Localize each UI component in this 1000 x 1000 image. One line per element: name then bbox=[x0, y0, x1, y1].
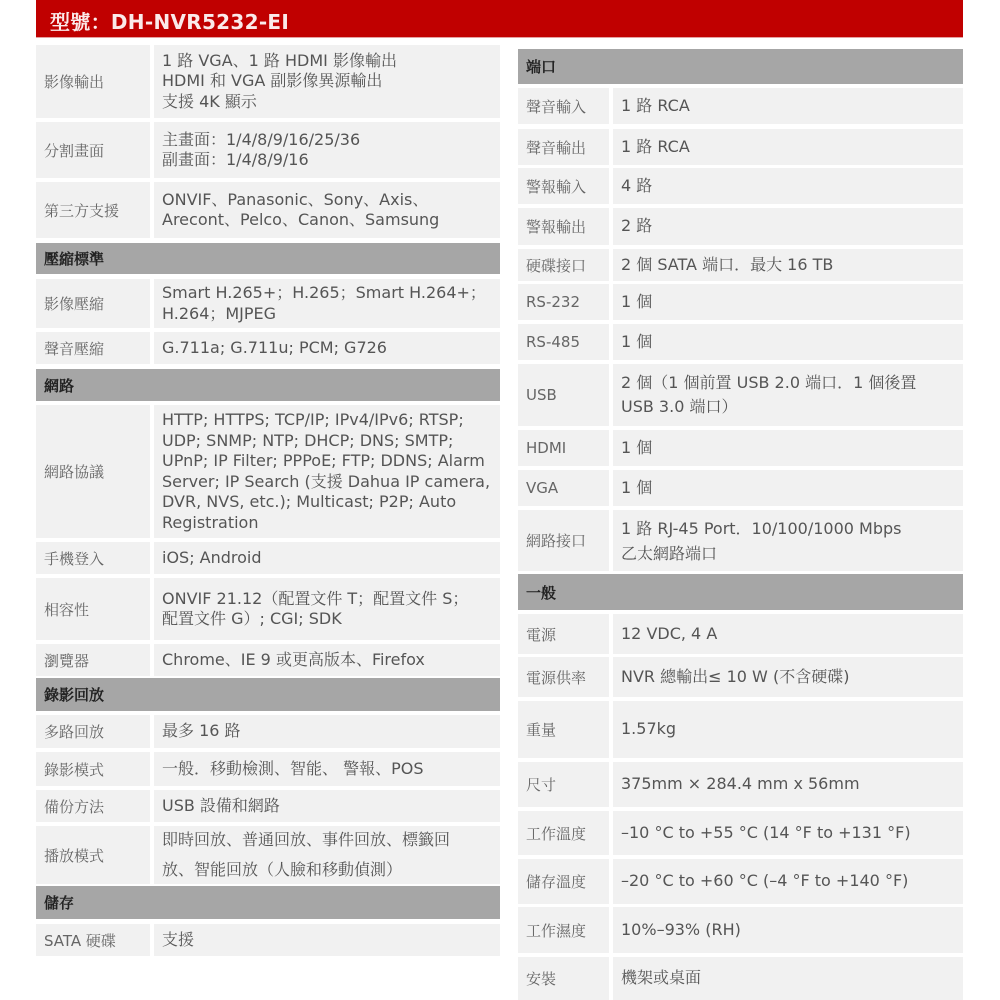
spec-value bbox=[154, 45, 500, 118]
spec-row-browser bbox=[36, 644, 500, 676]
spec-row-power-consumption bbox=[518, 657, 963, 697]
spec-label: 第三方支援 bbox=[36, 182, 150, 238]
spec-label: 安裝 bbox=[518, 957, 609, 1000]
spec-value bbox=[154, 182, 500, 238]
spec-value bbox=[613, 614, 963, 654]
spec-value-line: Server; IP Search (支援 Dahua IP camera, bbox=[162, 471, 491, 491]
spec-value-line: iOS; Android bbox=[162, 547, 262, 567]
spec-value-line: 機架或桌面 bbox=[621, 968, 702, 988]
spec-value-line: 最多 16 路 bbox=[162, 721, 241, 741]
spec-value bbox=[154, 578, 500, 640]
spec-value-line: 1 個 bbox=[621, 291, 653, 311]
spec-row-split-screen bbox=[36, 122, 500, 178]
spec-value bbox=[613, 657, 963, 697]
spec-row-power bbox=[518, 614, 963, 654]
spec-label: 播放模式 bbox=[36, 826, 150, 884]
spec-row-hdmi bbox=[518, 430, 963, 466]
spec-label: 手機登入 bbox=[36, 542, 150, 574]
spec-value-line: –20 °C to +60 °C (–4 °F to +140 °F) bbox=[621, 871, 909, 891]
spec-row-disk-interface bbox=[518, 249, 963, 281]
spec-value bbox=[154, 542, 500, 574]
spec-value-line: 支援 bbox=[162, 929, 195, 949]
section-header-ports: 端口 bbox=[518, 49, 963, 84]
spec-value-line: USB 3.0 端口） bbox=[621, 397, 738, 416]
spec-value-line: 12 VDC, 4 A bbox=[621, 623, 718, 643]
spec-value bbox=[613, 208, 963, 245]
spec-label: 相容性 bbox=[36, 578, 150, 640]
spec-label: USB bbox=[518, 364, 609, 426]
spec-row-video-output bbox=[36, 45, 500, 118]
spec-label: 網路接口 bbox=[518, 510, 609, 571]
spec-row-network-protocol bbox=[36, 405, 500, 538]
spec-label: 網路協議 bbox=[36, 405, 150, 538]
spec-row-usb bbox=[518, 364, 963, 426]
spec-value-line: 1.57kg bbox=[621, 719, 677, 739]
spec-value-line: 2 個（1 個前置 USB 2.0 端口．1 個後置 bbox=[621, 373, 917, 392]
spec-value bbox=[613, 510, 963, 571]
spec-value-line: Smart H.265+；H.265；Smart H.264+； bbox=[162, 283, 486, 302]
spec-value bbox=[613, 470, 963, 506]
spec-row-compatibility bbox=[36, 578, 500, 640]
spec-value-line: 1 路 VGA、1 路 HDMI 影像輸出 bbox=[162, 50, 397, 70]
spec-value bbox=[154, 752, 500, 786]
spec-label: 備份方法 bbox=[36, 790, 150, 822]
spec-row-storage-temp bbox=[518, 859, 963, 904]
spec-row-network-port bbox=[518, 510, 963, 571]
spec-row-alarm-output bbox=[518, 208, 963, 245]
spec-value-line: 一般．移動檢測、智能、 警報、POS bbox=[162, 758, 424, 778]
spec-value bbox=[613, 957, 963, 1000]
spec-value-line: 375mm × 284.4 mm x 56mm bbox=[621, 774, 860, 794]
spec-row-audio-input bbox=[518, 88, 963, 124]
spec-value-line: ONVIF 21.12（配置文件 T；配置文件 S； bbox=[162, 588, 469, 608]
spec-label: 儲存溫度 bbox=[518, 859, 609, 904]
spec-label: 電源 bbox=[518, 614, 609, 654]
spec-value bbox=[613, 701, 963, 758]
spec-label: HDMI bbox=[518, 430, 609, 466]
spec-label: 重量 bbox=[518, 701, 609, 758]
spec-value-line: Chrome、IE 9 或更高版本、Firefox bbox=[162, 649, 425, 669]
spec-label: 影像壓縮 bbox=[36, 279, 150, 328]
spec-label: RS-232 bbox=[518, 284, 609, 320]
spec-label: 聲音輸出 bbox=[518, 129, 609, 165]
spec-value bbox=[154, 790, 500, 822]
spec-value bbox=[613, 324, 963, 360]
spec-value-line: UDP; SNMP; NTP; DHCP; DNS; SMTP; bbox=[162, 430, 454, 450]
spec-value-line: UPnP; IP Filter; PPPoE; FTP; DDNS; Alarm bbox=[162, 451, 485, 470]
spec-row-weight bbox=[518, 701, 963, 758]
spec-label: 聲音輸入 bbox=[518, 88, 609, 124]
spec-value-line: NVR 總輸出≤ 10 W (不含硬碟) bbox=[621, 666, 850, 686]
spec-value-line: DVR, NVS, etc.); Multicast; P2P; Auto bbox=[162, 492, 457, 511]
spec-label: 警報輸出 bbox=[518, 208, 609, 245]
spec-value bbox=[613, 284, 963, 320]
spec-value-line: 配置文件 G）; CGI; SDK bbox=[162, 609, 342, 628]
spec-row-record-mode bbox=[36, 752, 500, 786]
spec-value bbox=[613, 859, 963, 904]
spec-value bbox=[613, 129, 963, 165]
spec-label: 尺寸 bbox=[518, 762, 609, 807]
spec-value-line: 支援 4K 顯示 bbox=[162, 91, 257, 111]
spec-value-line: Arecont、Pelco、Canon、Samsung bbox=[162, 210, 440, 229]
spec-value-line: 即時回放、普通回放、事件回放、標籤回 bbox=[162, 830, 451, 849]
spec-value-line: 1 路 RJ-45 Port．10/100/1000 Mbps bbox=[621, 518, 902, 538]
spec-row-third-party bbox=[36, 182, 500, 238]
spec-value bbox=[154, 279, 500, 328]
spec-label: 多路回放 bbox=[36, 715, 150, 748]
spec-value-line: 1 個 bbox=[621, 437, 653, 457]
spec-value-line: HTTP; HTTPS; TCP/IP; IPv4/IPv6; RTSP; bbox=[162, 410, 464, 429]
section-header-storage: 儲存 bbox=[36, 886, 500, 919]
spec-value-line: ONVIF、Panasonic、Sony、Axis、 bbox=[162, 189, 429, 209]
spec-row-installation bbox=[518, 957, 963, 1000]
spec-value-line: 乙太網路端口 bbox=[621, 543, 718, 563]
spec-value bbox=[613, 88, 963, 124]
spec-label: VGA bbox=[518, 470, 609, 506]
spec-row-audio-output bbox=[518, 129, 963, 165]
spec-value-line: 10%–93% (RH) bbox=[621, 919, 741, 939]
spec-label: 聲音壓縮 bbox=[36, 332, 150, 364]
spec-row-operating-temp bbox=[518, 811, 963, 855]
spec-value-line: HDMI 和 VGA 副影像異源輸出 bbox=[162, 71, 383, 91]
spec-value-line: –10 °C to +55 °C (14 °F to +131 °F) bbox=[621, 822, 911, 842]
spec-label: SATA 硬碟 bbox=[36, 924, 150, 956]
spec-value bbox=[154, 826, 500, 884]
spec-value-line: H.264；MJPEG bbox=[162, 303, 277, 323]
spec-row-sata-disk bbox=[36, 924, 500, 956]
spec-value bbox=[613, 249, 963, 281]
spec-value-line: 2 路 bbox=[621, 216, 653, 236]
spec-label: 錄影模式 bbox=[36, 752, 150, 786]
spec-value-line: 主畫面：1/4/8/9/16/25/36 bbox=[162, 129, 361, 149]
section-header-compression: 壓縮標準 bbox=[36, 243, 500, 274]
spec-value bbox=[154, 924, 500, 956]
spec-label: RS-485 bbox=[518, 324, 609, 360]
spec-value-line: USB 設備和網路 bbox=[162, 795, 280, 815]
spec-row-backup-method bbox=[36, 790, 500, 822]
spec-value-line: 放、智能回放（人臉和移動偵測） bbox=[162, 860, 403, 879]
spec-label: 瀏覽器 bbox=[36, 644, 150, 676]
spec-value bbox=[154, 332, 500, 364]
spec-value-line: 1 路 RCA bbox=[621, 136, 690, 156]
spec-value bbox=[613, 762, 963, 807]
spec-row-operating-humidity bbox=[518, 907, 963, 953]
spec-row-mobile-login bbox=[36, 542, 500, 574]
spec-row-multi-playback bbox=[36, 715, 500, 748]
spec-row-dimensions bbox=[518, 762, 963, 807]
section-header-general: 一般 bbox=[518, 574, 963, 610]
spec-value bbox=[154, 715, 500, 748]
spec-label: 分割畫面 bbox=[36, 122, 150, 178]
spec-value bbox=[154, 405, 500, 538]
spec-label: 警報輸入 bbox=[518, 168, 609, 204]
spec-value bbox=[613, 811, 963, 855]
spec-value bbox=[613, 430, 963, 466]
spec-value bbox=[154, 644, 500, 676]
spec-value-line: 1 路 RCA bbox=[621, 95, 690, 115]
spec-value-line: 4 路 bbox=[621, 175, 653, 195]
spec-value bbox=[154, 122, 500, 178]
spec-row-rs232 bbox=[518, 284, 963, 320]
spec-value-line: G.711a; G.711u; PCM; G726 bbox=[162, 337, 387, 357]
spec-label: 工作溫度 bbox=[518, 811, 609, 855]
spec-label: 硬碟接口 bbox=[518, 249, 609, 281]
model-title: 型號：DH-NVR5232-EI bbox=[50, 10, 290, 34]
spec-row-video-compression bbox=[36, 279, 500, 328]
section-header-network: 網路 bbox=[36, 369, 500, 401]
spec-label: 影像輸出 bbox=[36, 45, 150, 118]
spec-value-line: Registration bbox=[162, 512, 259, 532]
spec-value-line: 1 個 bbox=[621, 331, 653, 351]
spec-label: 電源供率 bbox=[518, 657, 609, 697]
spec-value bbox=[613, 364, 963, 426]
spec-row-audio-compression bbox=[36, 332, 500, 364]
spec-row-rs485 bbox=[518, 324, 963, 360]
spec-value-line: 1 個 bbox=[621, 477, 653, 497]
section-header-playback: 錄影回放 bbox=[36, 678, 500, 711]
spec-value-line: 副畫面：1/4/8/9/16 bbox=[162, 150, 309, 169]
spec-row-alarm-input bbox=[518, 168, 963, 204]
spec-label: 工作濕度 bbox=[518, 907, 609, 953]
spec-row-play-mode bbox=[36, 826, 500, 884]
spec-value bbox=[613, 907, 963, 953]
spec-row-vga bbox=[518, 470, 963, 506]
spec-value bbox=[613, 168, 963, 204]
spec-value-line: 2 個 SATA 端口．最大 16 TB bbox=[621, 254, 834, 274]
model-title-bar bbox=[36, 0, 963, 38]
